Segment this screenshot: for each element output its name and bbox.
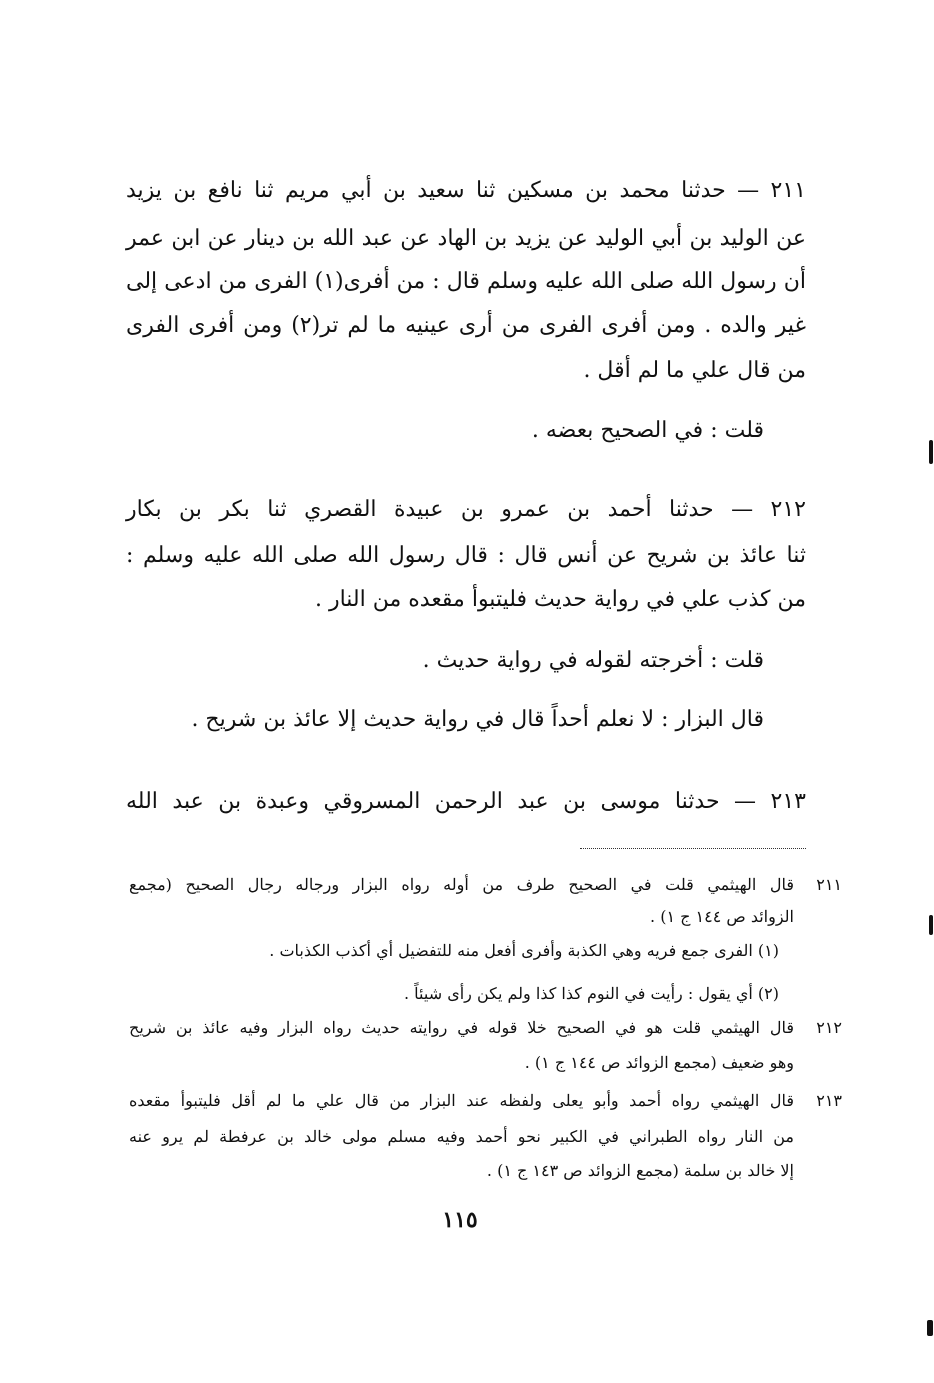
hadith-212-line-2: ثنا عائذ بن شريح عن أنس قال : قال رسول الله صلى الله عليه وسلم : [126,543,806,568]
hadith-213-line-1: ٢١٣ — حدثنا موسى بن عبد الرحمن المسروقي وعبدة بن عبد الله [126,789,806,814]
hadith-212-line-3: من كذب علي في رواية حديث فليتبوأ مقعده من النار . [314,587,806,612]
footnote-211-number: ٢١١ [816,875,842,894]
hadith-211-line-4: غير والده . ومن أفرى الفرى من أرى عينيه ما لم تر(٢) ومن أفرى الفرى [126,313,806,338]
hadith-211-line-2: عن الوليد بن أبي الوليد عن يزيد بن الهاد عن عبد الله بن دينار عن ابن عمر [126,226,806,251]
page-number: ١١٥ [442,1207,478,1233]
footnote-2: (٢) أي يقول : رأيت في النوم كذا كذا ولم يكن رأى شيئاً . [404,984,779,1003]
footnote-213-number: ٢١٣ [816,1091,842,1110]
footnote-212-line-2: وهو ضعيف (مجمع الزوائد ص ١٤٤ ج ١) . [524,1053,794,1072]
footnote-212-line-1: قال الهيثمي قلت هو في الصحيح خلا قوله في روايته حديث رواه البزار وفيه عائذ بن شريح [129,1018,794,1037]
scan-mark [929,915,933,935]
footnote-213-line-3: إلا خالد بن سلمة (مجمع الزوائد ص ١٤٣ ج ١) . [486,1161,794,1180]
scan-mark [927,1320,933,1336]
footnote-211-line-1: قال الهيثمي قلت في الصحيح طرف من أوله رواه البزار ورجاله رجال الصحيح (مجمع [129,875,794,894]
hadith-212-line-1: ٢١٢ — حدثنا أحمد بن عمرو بن عبيدة القصري ثنا بكر بن بكار [126,497,806,522]
footnote-212-number: ٢١٢ [816,1018,842,1037]
hadith-211-line-1: ٢١١ — حدثنا محمد بن مسكين ثنا سعيد بن أبي مريم ثنا نافع بن يزيد [126,178,806,203]
footnote-1: (١) الفرى جمع فريه وهي الكذبة وأفرى أفعل منه للتفضيل أي أكذب الكذبات . [269,941,779,960]
hadith-212-note-2: قال البزار : لا نعلم أحداً قال في رواية حديث إلا عائذ بن شريح . [191,707,764,732]
footnote-213-line-2: من النار رواه الطبراني في الكبير نحو أحمد وفيه مسلم مولى خالد بن عرفطة لم يرو عنه [129,1127,794,1146]
hadith-211-note: قلت : في الصحيح بعضه . [531,418,764,443]
footnote-213-line-1: قال الهيثمي رواه أحمد وأبو يعلى ولفظه عند البزار من قال علي ما لم أقل فليتبوأ مقعده [129,1091,794,1110]
hadith-211-line-5: من قال علي ما لم أقل . [583,358,806,383]
footnote-211-line-2: الزوائد ص ١٤٤ ج ١) . [650,907,794,926]
footnote-separator [580,848,806,849]
hadith-211-line-3: أن رسول الله صلى الله عليه وسلم قال : من أفرى(١) الفرى من ادعى إلى [126,269,806,294]
scan-mark [929,440,933,464]
hadith-212-note-1: قلت : أخرجته لقوله في رواية حديث . [422,648,764,673]
